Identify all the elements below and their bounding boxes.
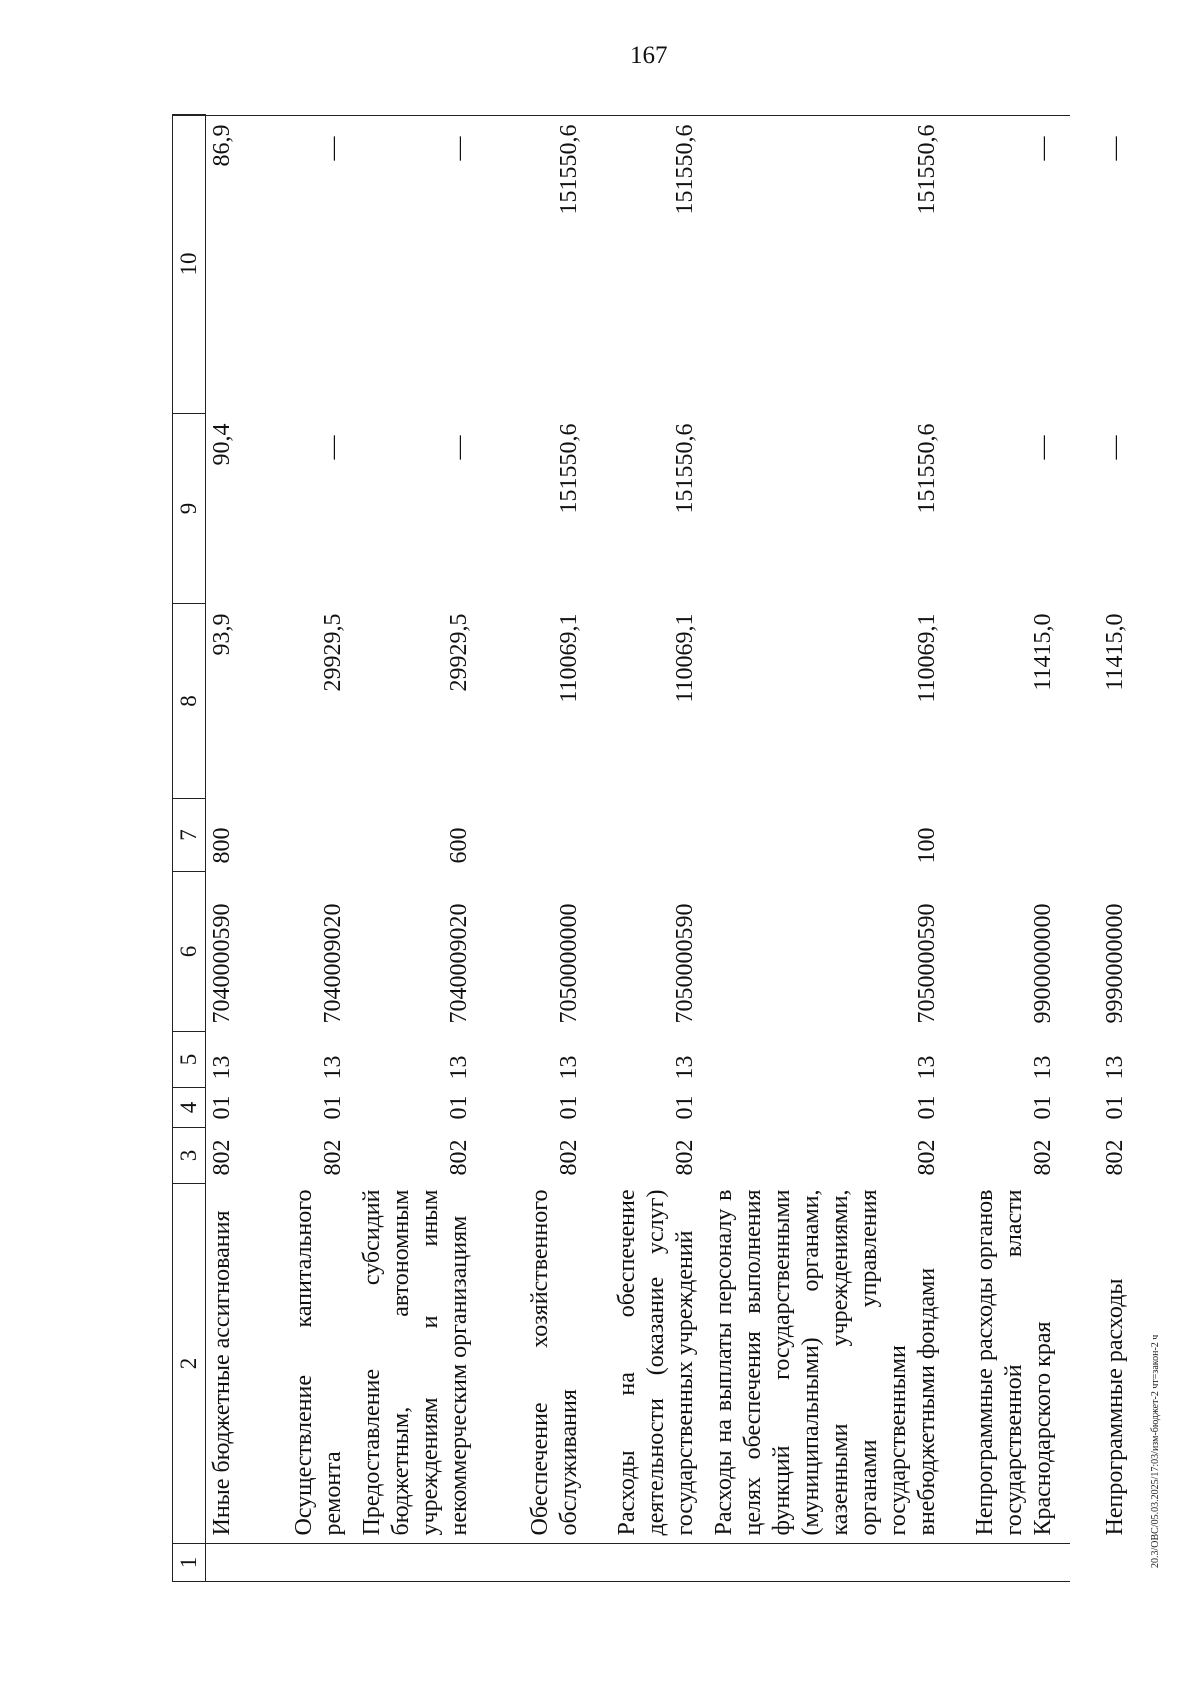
cell-subsection: 13 (671, 1055, 698, 1080)
cell-expense-type (590, 799, 706, 872)
cell-amount-col9: 151550,6 (555, 423, 582, 514)
table-row (244, 115, 354, 1582)
column-header: 6 (173, 872, 206, 1032)
cell-expense-type: 600 (445, 827, 472, 864)
cell-amount-col9: — (445, 435, 472, 460)
cell-amount-col8: 110069,1 (913, 613, 940, 703)
cell-admin-code: 802 (671, 1139, 698, 1176)
cell-amount-col10: — (445, 136, 472, 161)
cell-target-article: 7050000590 (671, 903, 698, 1024)
column-header: 2 (173, 1184, 206, 1544)
cell-admin-code: 802 (555, 1139, 582, 1176)
cell-subsection: 13 (555, 1055, 582, 1080)
table-row (206, 115, 244, 1582)
cell-amount-col8: 110069,1 (555, 613, 582, 703)
cell-target-article: 7050000590 (913, 903, 940, 1024)
cell-section: 01 (913, 1095, 940, 1120)
cell-amount-col10: 151550,6 (913, 124, 940, 215)
cell-target-article: 9990000000 (1101, 903, 1128, 1024)
cell-admin-code: 802 (319, 1139, 346, 1176)
cell-amount-col10: 86,9 (209, 124, 235, 167)
cell-amount-col9: 151550,6 (671, 423, 698, 514)
cell-amount-col8: 11415,0 (1029, 613, 1056, 691)
cell-admin-code: 802 (1101, 1139, 1128, 1176)
cell-amount-col8: 93,9 (209, 613, 235, 656)
cell-amount-col9: — (319, 435, 346, 460)
page-number: 167 (630, 42, 668, 69)
cell-admin-code: 802 (209, 1139, 235, 1176)
row-name: Расходы на обеспечение деятельности (оказание услуг) государственных учреждений (613, 1189, 698, 1536)
cell-amount-col10: — (1029, 136, 1056, 161)
cell-subsection: 13 (913, 1055, 940, 1080)
cell-amount-col8: 29929,5 (445, 613, 472, 692)
table-row (480, 115, 590, 1582)
column-header: 5 (173, 1032, 206, 1088)
row-name: Обеспечение хозяйственного обслуживания (526, 1189, 582, 1536)
cell-expense-type (480, 799, 590, 872)
cell-amount-col8: 29929,5 (319, 613, 346, 692)
cell-target-article: 7040009020 (319, 903, 346, 1024)
document-margin-note: 20.3/ОВС/05.03.2025/17:03/изм-бюджет-2 чт=закон-2 ч (1150, 1334, 1161, 1568)
row-name: Иные бюджетные ассигнования (209, 1210, 235, 1536)
cell-amount-col10: 151550,6 (671, 124, 698, 215)
row-name: Предоставление субсидий бюджетным, автономным учреждениям и иным некоммерческим организациям (358, 1189, 472, 1536)
cell-amount-col8: 110069,1 (671, 613, 698, 703)
cell-expense-type (244, 799, 354, 872)
cell-target-article: 7050000000 (555, 903, 582, 1024)
column-header: 7 (173, 799, 206, 872)
cell-section: 01 (319, 1095, 346, 1120)
cell-subsection: 13 (1029, 1055, 1056, 1080)
cell-subsection: 13 (1101, 1055, 1128, 1080)
cell-subsection: 13 (319, 1055, 346, 1080)
cell-section: 01 (1029, 1095, 1056, 1120)
column-header: 3 (173, 1128, 206, 1184)
cell-section: 01 (555, 1095, 582, 1120)
cell-subsection: 13 (209, 1055, 235, 1080)
cell-target-article: 7040000590 (209, 903, 235, 1024)
table-row (1064, 115, 1136, 1582)
column-header: 8 (173, 604, 206, 799)
cell-section: 01 (209, 1095, 235, 1120)
cell-amount-col9: — (1101, 435, 1128, 460)
cell-target-article: 9900000000 (1029, 903, 1056, 1024)
column-header: 4 (173, 1088, 206, 1128)
cell-amount-col10: 151550,6 (555, 124, 582, 215)
cell-amount-col9: 151550,6 (913, 423, 940, 514)
cell-expense-type: 100 (913, 827, 940, 864)
row-name: Расходы на выплаты персоналу в целях обеспечения выполнения функций государственными (муниципальными) органами, казенными учреждениями, органами управления государственными внебюджетными фондами (710, 1189, 940, 1536)
budget-table-container (172, 115, 1128, 1582)
rotated-table-frame (172, 115, 1128, 1582)
column-header: 1 (173, 1544, 206, 1582)
column-header: 10 (173, 115, 206, 414)
table-row (354, 115, 480, 1582)
table-row (590, 115, 706, 1582)
cell-admin-code: 802 (1029, 1139, 1056, 1176)
cell-expense-type (1064, 799, 1136, 872)
cell-admin-code: 802 (913, 1139, 940, 1176)
cell-admin-code: 802 (445, 1139, 472, 1176)
cell-expense-type (948, 799, 1064, 872)
table-row (948, 115, 1064, 1582)
cell-section: 01 (445, 1095, 472, 1120)
cell-amount-col8: 11415,0 (1101, 613, 1128, 691)
cell-target-article: 7040009020 (445, 903, 472, 1024)
cell-amount-col9: — (1029, 435, 1056, 460)
cell-expense-type: 800 (209, 827, 235, 864)
cell-section: 01 (1101, 1095, 1128, 1120)
row-name: Осуществление капитального ремонта (290, 1189, 346, 1536)
column-header: 9 (173, 414, 206, 604)
cell-amount-col10: — (319, 136, 346, 161)
cell-amount-col10: — (1101, 136, 1128, 161)
budget-table (172, 114, 1136, 1582)
cell-section: 01 (671, 1095, 698, 1120)
cell-amount-col9: 90,4 (209, 423, 235, 466)
table-row (706, 115, 948, 1582)
table-header-row (173, 115, 206, 1582)
row-name: Непрограммные расходы органов государственной власти Краснодарского края (971, 1189, 1056, 1536)
row-name: Непрограммные расходы (1101, 1278, 1128, 1536)
cell-subsection: 13 (445, 1055, 472, 1080)
